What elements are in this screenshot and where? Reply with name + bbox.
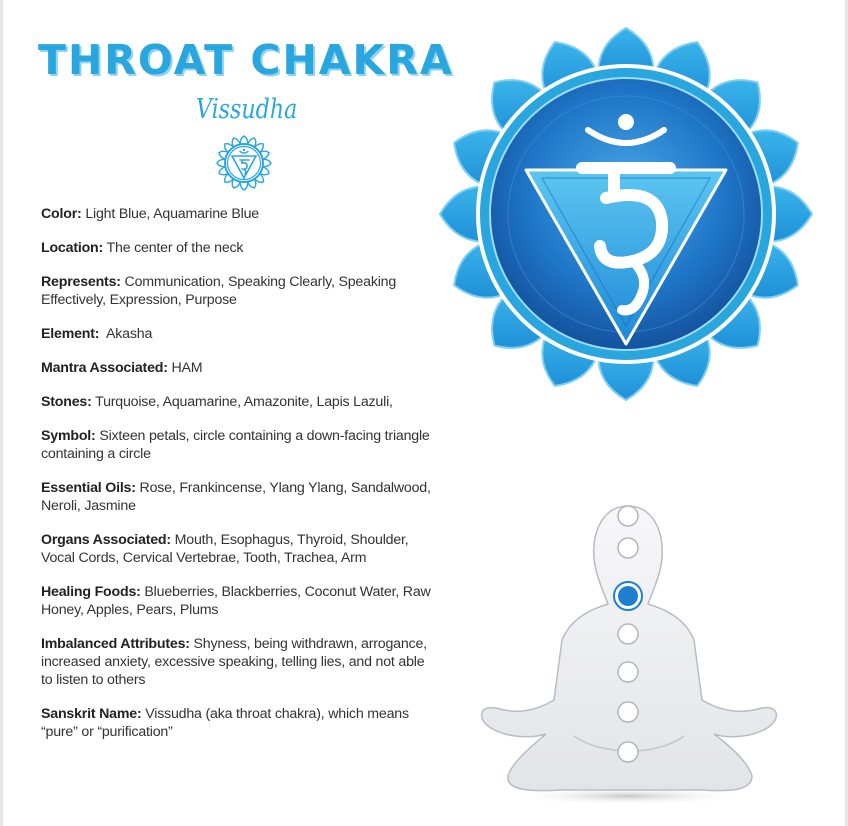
chakra-dot xyxy=(618,662,638,682)
attribute-label: Location: xyxy=(41,240,104,256)
attribute-label: Imbalanced Attributes: xyxy=(41,636,190,652)
attribute-label: Healing Foods: xyxy=(41,584,141,600)
chakra-dot xyxy=(618,742,638,762)
attribute-label: Stones: xyxy=(41,394,92,410)
attribute-color xyxy=(41,205,431,223)
attribute-label: Mantra Associated: xyxy=(41,360,168,376)
attribute-label: Sanskrit Name: xyxy=(41,706,142,722)
attribute-label: Essential Oils: xyxy=(41,480,136,496)
attribute-value: Vissudha (aka throat chakra), which means “pure” or “purification” xyxy=(41,706,409,740)
attribute-essential-oils xyxy=(41,479,431,515)
attribute-organs xyxy=(41,531,431,567)
page-title: THROAT CHAKRA xyxy=(38,36,454,84)
attribute-value: Turquoise, Aquamarine, Amazonite, Lapis Lazuli, xyxy=(91,394,393,410)
attribute-label: Represents: xyxy=(41,274,121,290)
attribute-value: Communication, Speaking Clearly, Speaking Effectively, Expression, Purpose xyxy=(41,274,397,308)
attribute-sanskrit-name xyxy=(41,705,431,741)
attribute-value: Akasha xyxy=(99,326,153,342)
attribute-stones xyxy=(41,393,431,411)
attribute-value: The center of the neck xyxy=(103,240,244,256)
attribute-label: Element: xyxy=(41,326,100,342)
attribute-value: Mouth, Esophagus, Thyroid, Shoulder, Vocal Cords, Cervical Vertebrae, Tooth, Trachea, Arm xyxy=(41,532,409,566)
chakra-dot xyxy=(618,624,638,644)
attribute-value: Shyness, being withdrawn, arrogance, increased anxiety, excessive speaking, telling lies, and not able to listen to others xyxy=(41,636,427,688)
attribute-healing-foods xyxy=(41,583,431,619)
attribute-symbol xyxy=(41,427,431,463)
attribute-imbalanced xyxy=(41,635,431,689)
chakra-dot xyxy=(618,538,638,558)
attribute-value: Blueberries, Blackberries, Coconut Water, Raw Honey, Apples, Pears, Plums xyxy=(41,584,431,618)
attribute-value: HAM xyxy=(167,360,203,376)
page-subtitle: Vissudha xyxy=(196,94,298,125)
attributes-list xyxy=(41,205,431,757)
attribute-value: Sixteen petals, circle containing a down-facing triangle containing a circle xyxy=(41,428,430,462)
throat-chakra-symbol-icon xyxy=(216,135,272,191)
attribute-value: Light Blue, Aquamarine Blue xyxy=(81,206,259,222)
active-chakra-core xyxy=(618,586,638,606)
chakra-dot xyxy=(618,506,638,526)
attribute-represents xyxy=(41,273,431,309)
attribute-value: Rose, Frankincense, Ylang Ylang, Sandalwood, Neroli, Jasmine xyxy=(41,480,431,514)
attribute-label: Organs Associated: xyxy=(41,532,171,548)
attribute-element xyxy=(41,325,431,343)
attribute-mantra xyxy=(41,359,431,377)
throat-chakra-lotus-icon xyxy=(438,26,814,402)
attribute-location xyxy=(41,239,431,257)
attribute-label: Symbol: xyxy=(41,428,96,444)
attribute-label: Color: xyxy=(41,206,82,222)
chakra-dot xyxy=(618,702,638,722)
meditating-figure-icon xyxy=(462,500,792,806)
